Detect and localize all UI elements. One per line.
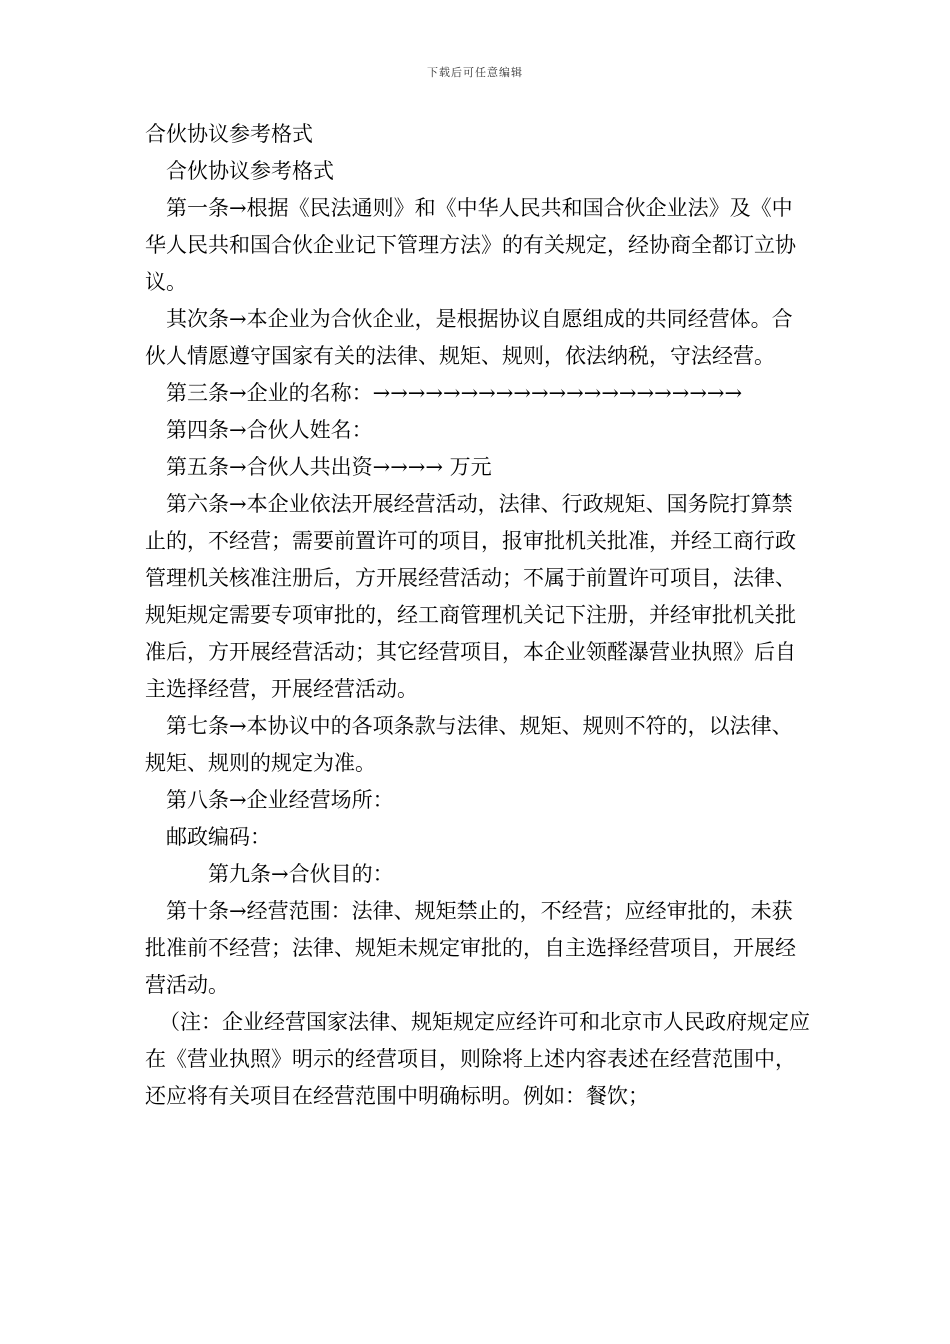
article-6: 第六条→本企业依法开展经营活动，法律、行政规矩、国务院打算禁止的，不经营；需要前置许可的项目，报审批机关批准，并经工商行政管理机关核准注册后，方开展经营活动；不属于前置许可项目，法律、规矩规定需要专项审批的，经工商管理机关记下注册，并经审批机关批准后，方开展经营活动；其它经营项目，本企业领醛瀑营业执照》后自主选择经营，开展经营活动。 [145,492,796,701]
article-9: 第九条→合伙目的： [208,862,394,886]
article-8: 第八条→企业经营场所： [166,788,394,812]
page-header: 下载后可任意编辑 [427,66,523,79]
article-5: 第五条→合伙人共出资→→→→ 万元 [166,455,492,479]
article-4: 第四条→合伙人姓名： [166,418,373,442]
article-10: 第十条→经营范围：法律、规矩禁止的，不经营；应经审批的，未获批准前不经营；法律、规矩未规定审批的，自主选择经营项目，开展经营活动。 [145,899,796,997]
article-7: 第七条→本协议中的各项条款与法律、规矩、规则不符的，以法律、规矩、规则的规定为准。 [145,714,793,775]
note-paragraph: （注：企业经营国家法律、规矩规定应经许可和北京市人民政府规定应在《营业执照》明示的经营项目，则除将上述内容表述在经营范围中，还应将有关项目在经营范围中明确标明。例如：餐饮； [145,1010,810,1108]
article-3: 第三条→企业的名称：→→→→→→→→→→→→→→→→→→→→→ [166,381,743,405]
postal-code-line: 邮政编码： [166,825,271,849]
document-subheading: 合伙协议参考格式 [166,159,334,183]
document-body [145,116,810,1115]
article-2: 其次条→本企业为合伙企业，是根据协议自愿组成的共同经营体。合伙人情愿遵守国家有关的法律、规矩、规则，依法纳税，守法经营。 [145,307,793,368]
article-1: 第一条→根据《民法通则》和《中华人民共和国合伙企业法》及《中华人民共和国合伙企业记下管理方法》的有关规定，经协商全都订立协议。 [145,196,796,294]
document-heading: 合伙协议参考格式 [145,122,313,146]
